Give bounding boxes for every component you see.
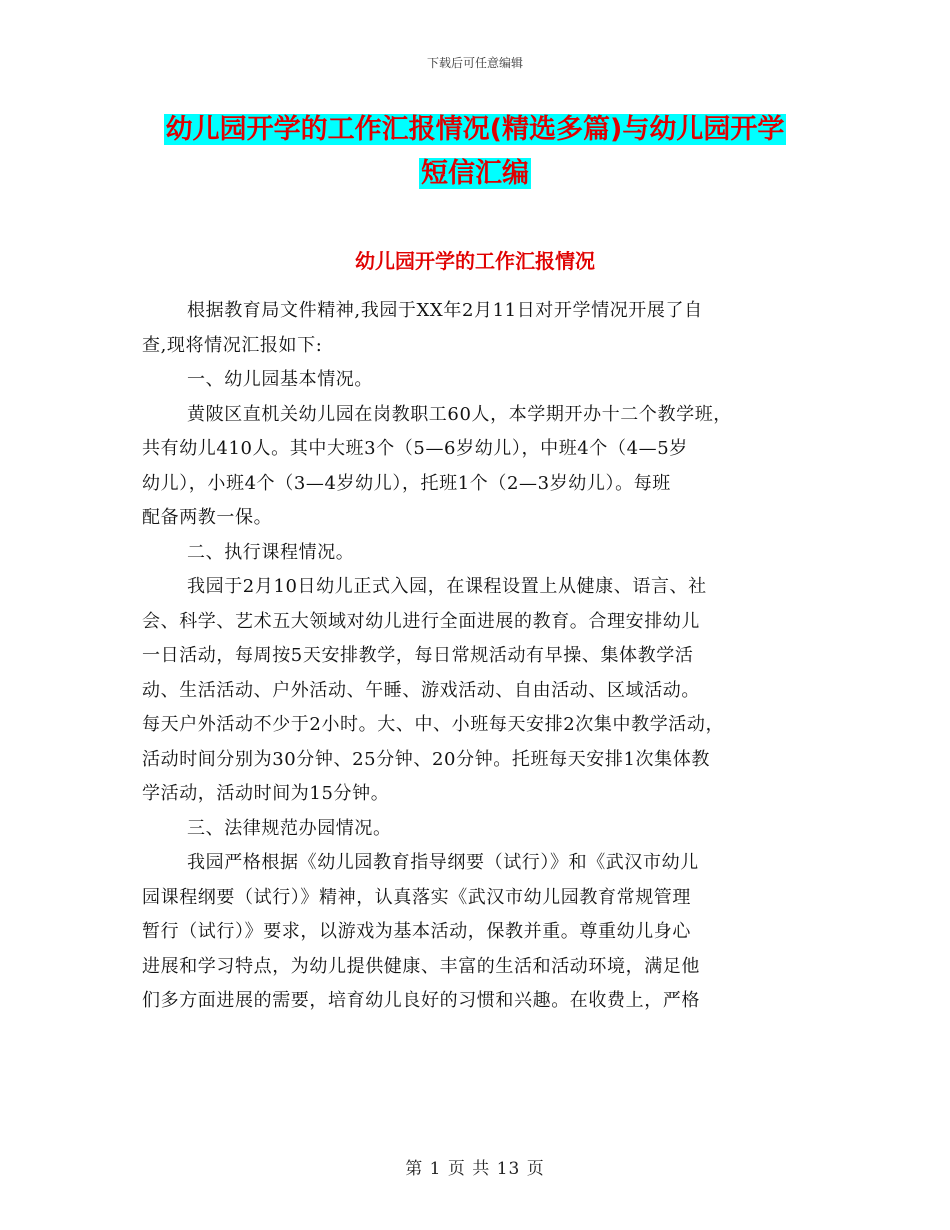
paragraph-line: 们多方面进展的需要，培育幼儿良好的习惯和兴趣。在收费上，严格 <box>142 990 700 1011</box>
paragraph-line: 暂行（试行）》要求，以游戏为基本活动，保教并重。尊重幼儿身心 <box>142 921 691 942</box>
page-footer: 第 1 页 共 13 页 <box>405 1159 545 1179</box>
paragraph-line: 园课程纲要（试行）》精神，认真落实《武汉市幼儿园教育常规管理 <box>142 886 691 908</box>
header-note: 下载后可任意编辑 <box>426 56 523 70</box>
paragraph-line: 学活动，活动时间为15分钟。 <box>142 783 390 804</box>
paragraph-line: 动、生活活动、户外活动、午睡、游戏活动、自由活动、区域活动。 <box>142 679 700 701</box>
paragraph-line: 根据教育局文件精神,我园于XX年2月11日对开学情况开展了自 <box>187 300 703 321</box>
document-title-line-2: 短信汇编 <box>421 158 529 189</box>
subsection-heading: 三、法律规范办园情况。 <box>187 817 392 839</box>
paragraph-line: 查,现将情况汇报如下: <box>142 334 323 356</box>
document-title <box>120 108 830 196</box>
paragraph-line: 会、科学、艺术五大领域对幼儿进行全面进展的教育。合理安排幼儿 <box>142 610 700 632</box>
paragraph-line: 配备两教一保。 <box>142 507 273 528</box>
section-title: 幼儿园开学的工作汇报情况 <box>355 249 595 273</box>
paragraph-line: 进展和学习特点，为幼儿提供健康、丰富的生活和活动环境，满足他 <box>142 955 700 977</box>
paragraph-line: 共有幼儿410人。其中大班3个（5—6岁幼儿），中班4个（4—5岁 <box>142 438 688 459</box>
paragraph-line: 我园严格根据《幼儿园教育指导纲要（试行）》和《武汉市幼儿 <box>187 852 699 873</box>
paragraph-line: 每天户外活动不少于2小时。大、中、小班每天安排2次集中教学活动， <box>142 714 725 735</box>
subsection-heading: 二、执行课程情况。 <box>187 541 355 563</box>
paragraph-line: 一日活动，每周按5天安排教学，每日常规活动有早操、集体教学活 <box>142 645 694 666</box>
subsection-heading: 一、幼儿园基本情况。 <box>187 369 373 390</box>
paragraph-line: 幼儿），小班4个（3—4岁幼儿），托班1个（2—3岁幼儿）。每班 <box>142 472 671 494</box>
paragraph-line: 黄陂区直机关幼儿园在岗教职工60人，本学期开办十二个教学班， <box>187 403 732 425</box>
document-title-line-1: 幼儿园开学的工作汇报情况(精选多篇)与幼儿园开学 <box>165 114 785 145</box>
paragraph-line: 我园于2月10日幼儿正式入园，在课程设置上从健康、语言、社 <box>187 576 707 597</box>
body-text <box>142 294 810 1019</box>
paragraph-line: 活动时间分别为30分钟、25分钟、20分钟。托班每天安排1次集体教 <box>142 748 710 770</box>
